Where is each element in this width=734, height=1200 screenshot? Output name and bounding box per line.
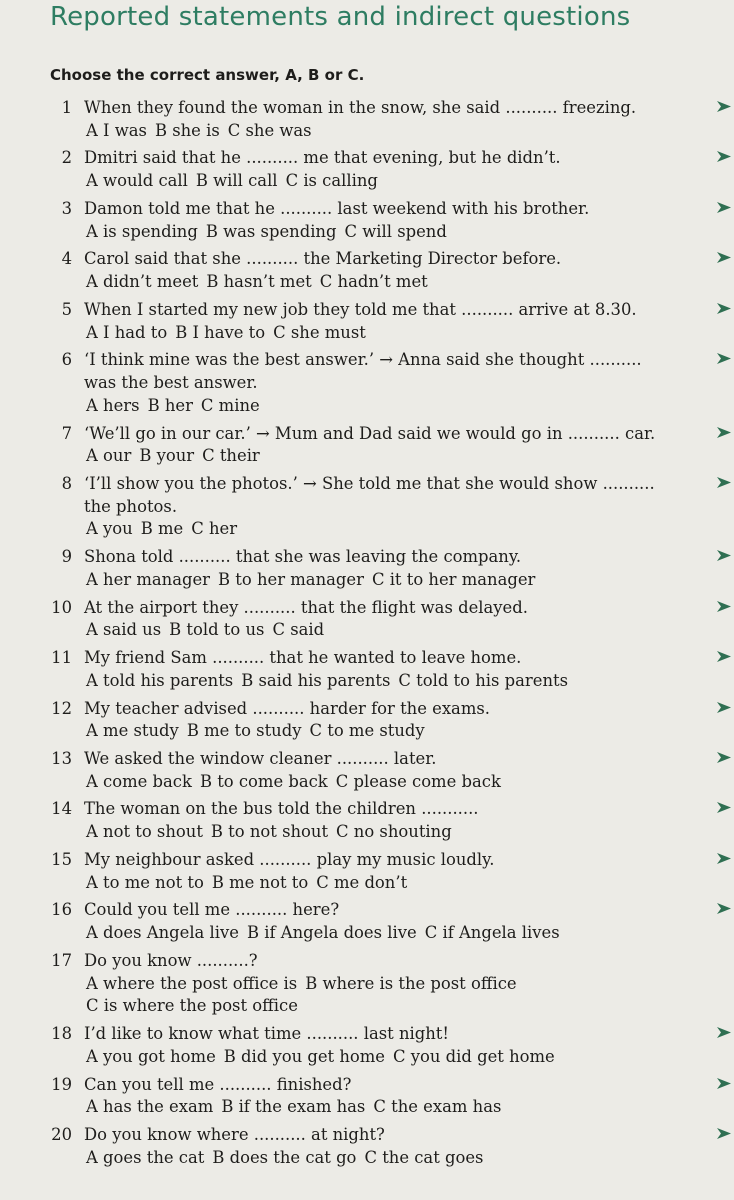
answer-options [86, 619, 684, 642]
question-item [0, 546, 734, 591]
question-item [0, 248, 734, 293]
question-text: Could you tell me .......... here? [84, 900, 340, 920]
answer-option[interactable]: A where the post office is [86, 973, 298, 993]
question-item [0, 647, 734, 692]
right-arrowhead-icon [717, 550, 731, 561]
answer-options [86, 569, 684, 592]
answer-option[interactable]: A I had to [86, 322, 168, 342]
answer-option[interactable]: A hers [86, 395, 140, 415]
right-arrowhead-icon [717, 651, 731, 662]
question-item [0, 597, 734, 642]
answer-option[interactable]: B she is [154, 120, 220, 140]
answer-option[interactable]: A come back [86, 771, 192, 791]
question-text: My neighbour asked .......... play my music loudly. [84, 849, 495, 869]
answer-option[interactable]: B your [139, 446, 195, 466]
right-arrowhead-icon [717, 702, 731, 713]
answer-options [86, 445, 684, 468]
question-text: Carol said that she .......... the Marketing Director before. [84, 249, 562, 269]
question-text: Can you tell me .......... finished? [84, 1074, 352, 1094]
right-arrowhead-icon [717, 1078, 731, 1089]
answer-options [86, 221, 684, 244]
question-number: 1 [61, 98, 72, 117]
question-number: 18 [51, 1024, 72, 1044]
right-arrowhead-icon [717, 353, 731, 364]
question-number: 5 [61, 299, 72, 319]
question-text: At the airport they .......... that the flight was delayed. [84, 597, 528, 617]
answer-option[interactable]: C will spend [344, 221, 447, 241]
right-arrowhead-icon [717, 802, 731, 813]
question-item [0, 698, 734, 743]
question-text: ‘We’ll go in our car.’ → Mum and Dad said we would go in .......... car. [84, 423, 656, 443]
right-arrowhead-icon [717, 1027, 731, 1038]
answer-option[interactable]: A is spending [86, 221, 198, 241]
answer-option[interactable]: B her [147, 395, 193, 415]
answer-option[interactable]: C it to her manager [371, 569, 536, 589]
question-text: ‘I’ll show you the photos.’ → She told me that she would show .......... [84, 473, 655, 493]
question-item [0, 849, 734, 894]
answer-option[interactable]: C no shouting [336, 822, 452, 842]
answer-option[interactable]: A to me not to [86, 872, 204, 892]
question-item [0, 147, 734, 192]
page-title: Reported statements and indirect questions [50, 2, 631, 32]
answer-option[interactable]: B where is the post office [305, 973, 517, 993]
answer-option[interactable]: C you did get home [393, 1046, 555, 1066]
question-number: 11 [51, 648, 72, 668]
question-text: When they found the woman in the snow, she said .......... freezing. [84, 98, 637, 117]
answer-option[interactable]: A our [86, 446, 132, 466]
right-arrowhead-icon [717, 752, 731, 763]
answer-options [86, 170, 684, 193]
answer-option[interactable]: A not to shout [86, 822, 203, 842]
answer-option[interactable]: C to me study [309, 721, 425, 741]
question-number: 2 [61, 148, 72, 168]
right-arrowhead-icon [717, 903, 731, 914]
answer-option[interactable]: A told his parents [86, 670, 234, 690]
question-item [0, 299, 734, 344]
answer-option[interactable]: C said [272, 620, 325, 640]
question-item [0, 748, 734, 793]
right-arrowhead-icon [717, 853, 731, 864]
right-arrowhead-icon [717, 477, 731, 488]
answer-option[interactable]: B to not shout [210, 822, 329, 842]
answer-option[interactable]: B me [140, 519, 184, 539]
answer-option[interactable]: A you [86, 519, 133, 539]
right-arrowhead-icon [717, 101, 731, 112]
answer-option[interactable]: C please come back [335, 771, 501, 791]
answer-options [86, 395, 684, 418]
answer-options [86, 771, 684, 794]
answer-options [86, 271, 684, 294]
answer-options [86, 120, 684, 143]
question-item [0, 798, 734, 843]
answer-option[interactable]: C the exam has [373, 1097, 502, 1117]
question-text: My friend Sam .......... that he wanted to leave home. [84, 648, 522, 668]
answer-option[interactable]: B did you get home [223, 1046, 386, 1066]
answer-option[interactable]: C mine [200, 395, 260, 415]
answer-option[interactable]: C if Angela lives [424, 923, 560, 943]
question-number: 16 [51, 900, 72, 920]
answer-option[interactable]: A said us [86, 620, 162, 640]
answer-option[interactable]: C hadn’t met [319, 272, 428, 292]
answer-option[interactable]: A her manager [86, 569, 211, 589]
right-arrowhead-icon [717, 202, 731, 213]
answer-option[interactable]: B if Angela does live [246, 923, 417, 943]
answer-option[interactable]: A would call [86, 171, 188, 191]
answer-option[interactable]: B to her manager [218, 569, 364, 589]
question-text: was the best answer. [84, 373, 258, 393]
question-number: 14 [51, 799, 72, 819]
answer-option[interactable]: A goes the cat [86, 1147, 205, 1167]
answer-option[interactable]: B said his parents [241, 670, 391, 690]
question-number: 4 [61, 249, 72, 269]
answer-options [86, 922, 684, 945]
answer-option[interactable]: A does Angela live [86, 923, 239, 943]
question-item [0, 198, 734, 243]
answer-option[interactable]: A I was [86, 120, 147, 140]
answer-options [86, 518, 684, 541]
right-arrowhead-icon [717, 303, 731, 314]
answer-options [86, 821, 684, 844]
answer-option[interactable]: C me don’t [316, 872, 408, 892]
question-item [0, 950, 734, 1018]
answer-option[interactable]: A didn’t meet [86, 272, 199, 292]
question-number: 17 [51, 950, 72, 970]
right-arrowhead-icon [717, 427, 731, 438]
question-number: 10 [51, 597, 72, 617]
question-number: 8 [61, 473, 72, 493]
question-text: My teacher advised .......... harder for the exams. [84, 698, 490, 718]
answer-option[interactable]: B was spending [205, 221, 337, 241]
answer-options [86, 1096, 684, 1119]
question-number: 9 [61, 547, 72, 567]
question-item [0, 349, 734, 417]
answer-option[interactable]: C told to his parents [398, 670, 568, 690]
answer-option[interactable]: B told to us [169, 620, 265, 640]
right-arrowhead-icon [717, 601, 731, 612]
answer-options [86, 720, 684, 743]
question-number: 6 [61, 350, 72, 370]
question-number: 12 [51, 698, 72, 718]
instruction: Choose the correct answer, A, B or C. [50, 66, 365, 84]
question-item [0, 899, 734, 944]
answer-options [86, 670, 684, 693]
question-item [0, 97, 734, 142]
answer-option[interactable]: B hasn’t met [206, 272, 312, 292]
question-number: 20 [51, 1124, 72, 1144]
question-number: 15 [51, 849, 72, 869]
question-text: When I started my new job they told me that .......... arrive at 8.30. [84, 299, 637, 319]
question-item [0, 1124, 734, 1169]
question-text: Dmitri said that he .......... me that evening, but he didn’t. [84, 148, 561, 168]
answer-option[interactable]: A you got home [86, 1046, 216, 1066]
question-list [0, 97, 734, 1174]
answer-option[interactable]: C her [191, 519, 238, 539]
answer-option[interactable]: B will call [195, 171, 278, 191]
question-item [0, 473, 734, 541]
answer-option[interactable]: B me not to [211, 872, 309, 892]
question-text: Shona told .......... that she was leaving the company. [84, 547, 522, 567]
question-text: ‘I think mine was the best answer.’ → Anna said she thought .......... [84, 350, 642, 370]
question-number: 13 [51, 749, 72, 768]
question-text: We asked the window cleaner .......... later. [84, 749, 437, 768]
answer-option[interactable]: C she was [227, 120, 312, 140]
question-number: 3 [61, 198, 72, 218]
question-text: the photos. [84, 496, 178, 516]
question-item [0, 1023, 734, 1068]
answer-options [86, 1046, 684, 1069]
answer-option[interactable]: C is calling [285, 171, 378, 191]
answer-option[interactable]: C the cat goes [364, 1147, 484, 1167]
question-text: I’d like to know what time .......... last night! [84, 1024, 449, 1044]
answer-options [86, 322, 684, 345]
question-item [0, 423, 734, 468]
answer-options [86, 973, 684, 996]
answer-option[interactable]: A has the exam [86, 1097, 214, 1117]
answer-options [86, 1147, 684, 1170]
answer-option[interactable]: C is where the post office [86, 996, 298, 1016]
answer-option[interactable]: B does the cat go [212, 1147, 357, 1167]
answer-option[interactable]: B if the exam has [221, 1097, 366, 1117]
answer-option[interactable]: C their [202, 446, 260, 466]
right-arrowhead-icon [717, 151, 731, 162]
answer-options [86, 995, 684, 1018]
question-number: 19 [51, 1074, 72, 1094]
question-text: Do you know where .......... at night? [84, 1124, 385, 1144]
answer-options [86, 872, 684, 895]
right-arrowhead-icon [717, 1128, 731, 1139]
answer-option[interactable]: A me study [86, 721, 179, 741]
answer-option[interactable]: B me to study [186, 721, 302, 741]
question-text: Do you know ..........? [84, 950, 258, 970]
answer-option[interactable]: B to come back [199, 771, 328, 791]
question-number: 7 [61, 423, 72, 443]
answer-option[interactable]: B I have to [175, 322, 266, 342]
question-text: Damon told me that he .......... last weekend with his brother. [84, 198, 590, 218]
question-text: The woman on the bus told the children ........... [84, 799, 479, 819]
answer-option[interactable]: C she must [273, 322, 366, 342]
question-item [0, 1074, 734, 1119]
right-arrowhead-icon [717, 252, 731, 263]
